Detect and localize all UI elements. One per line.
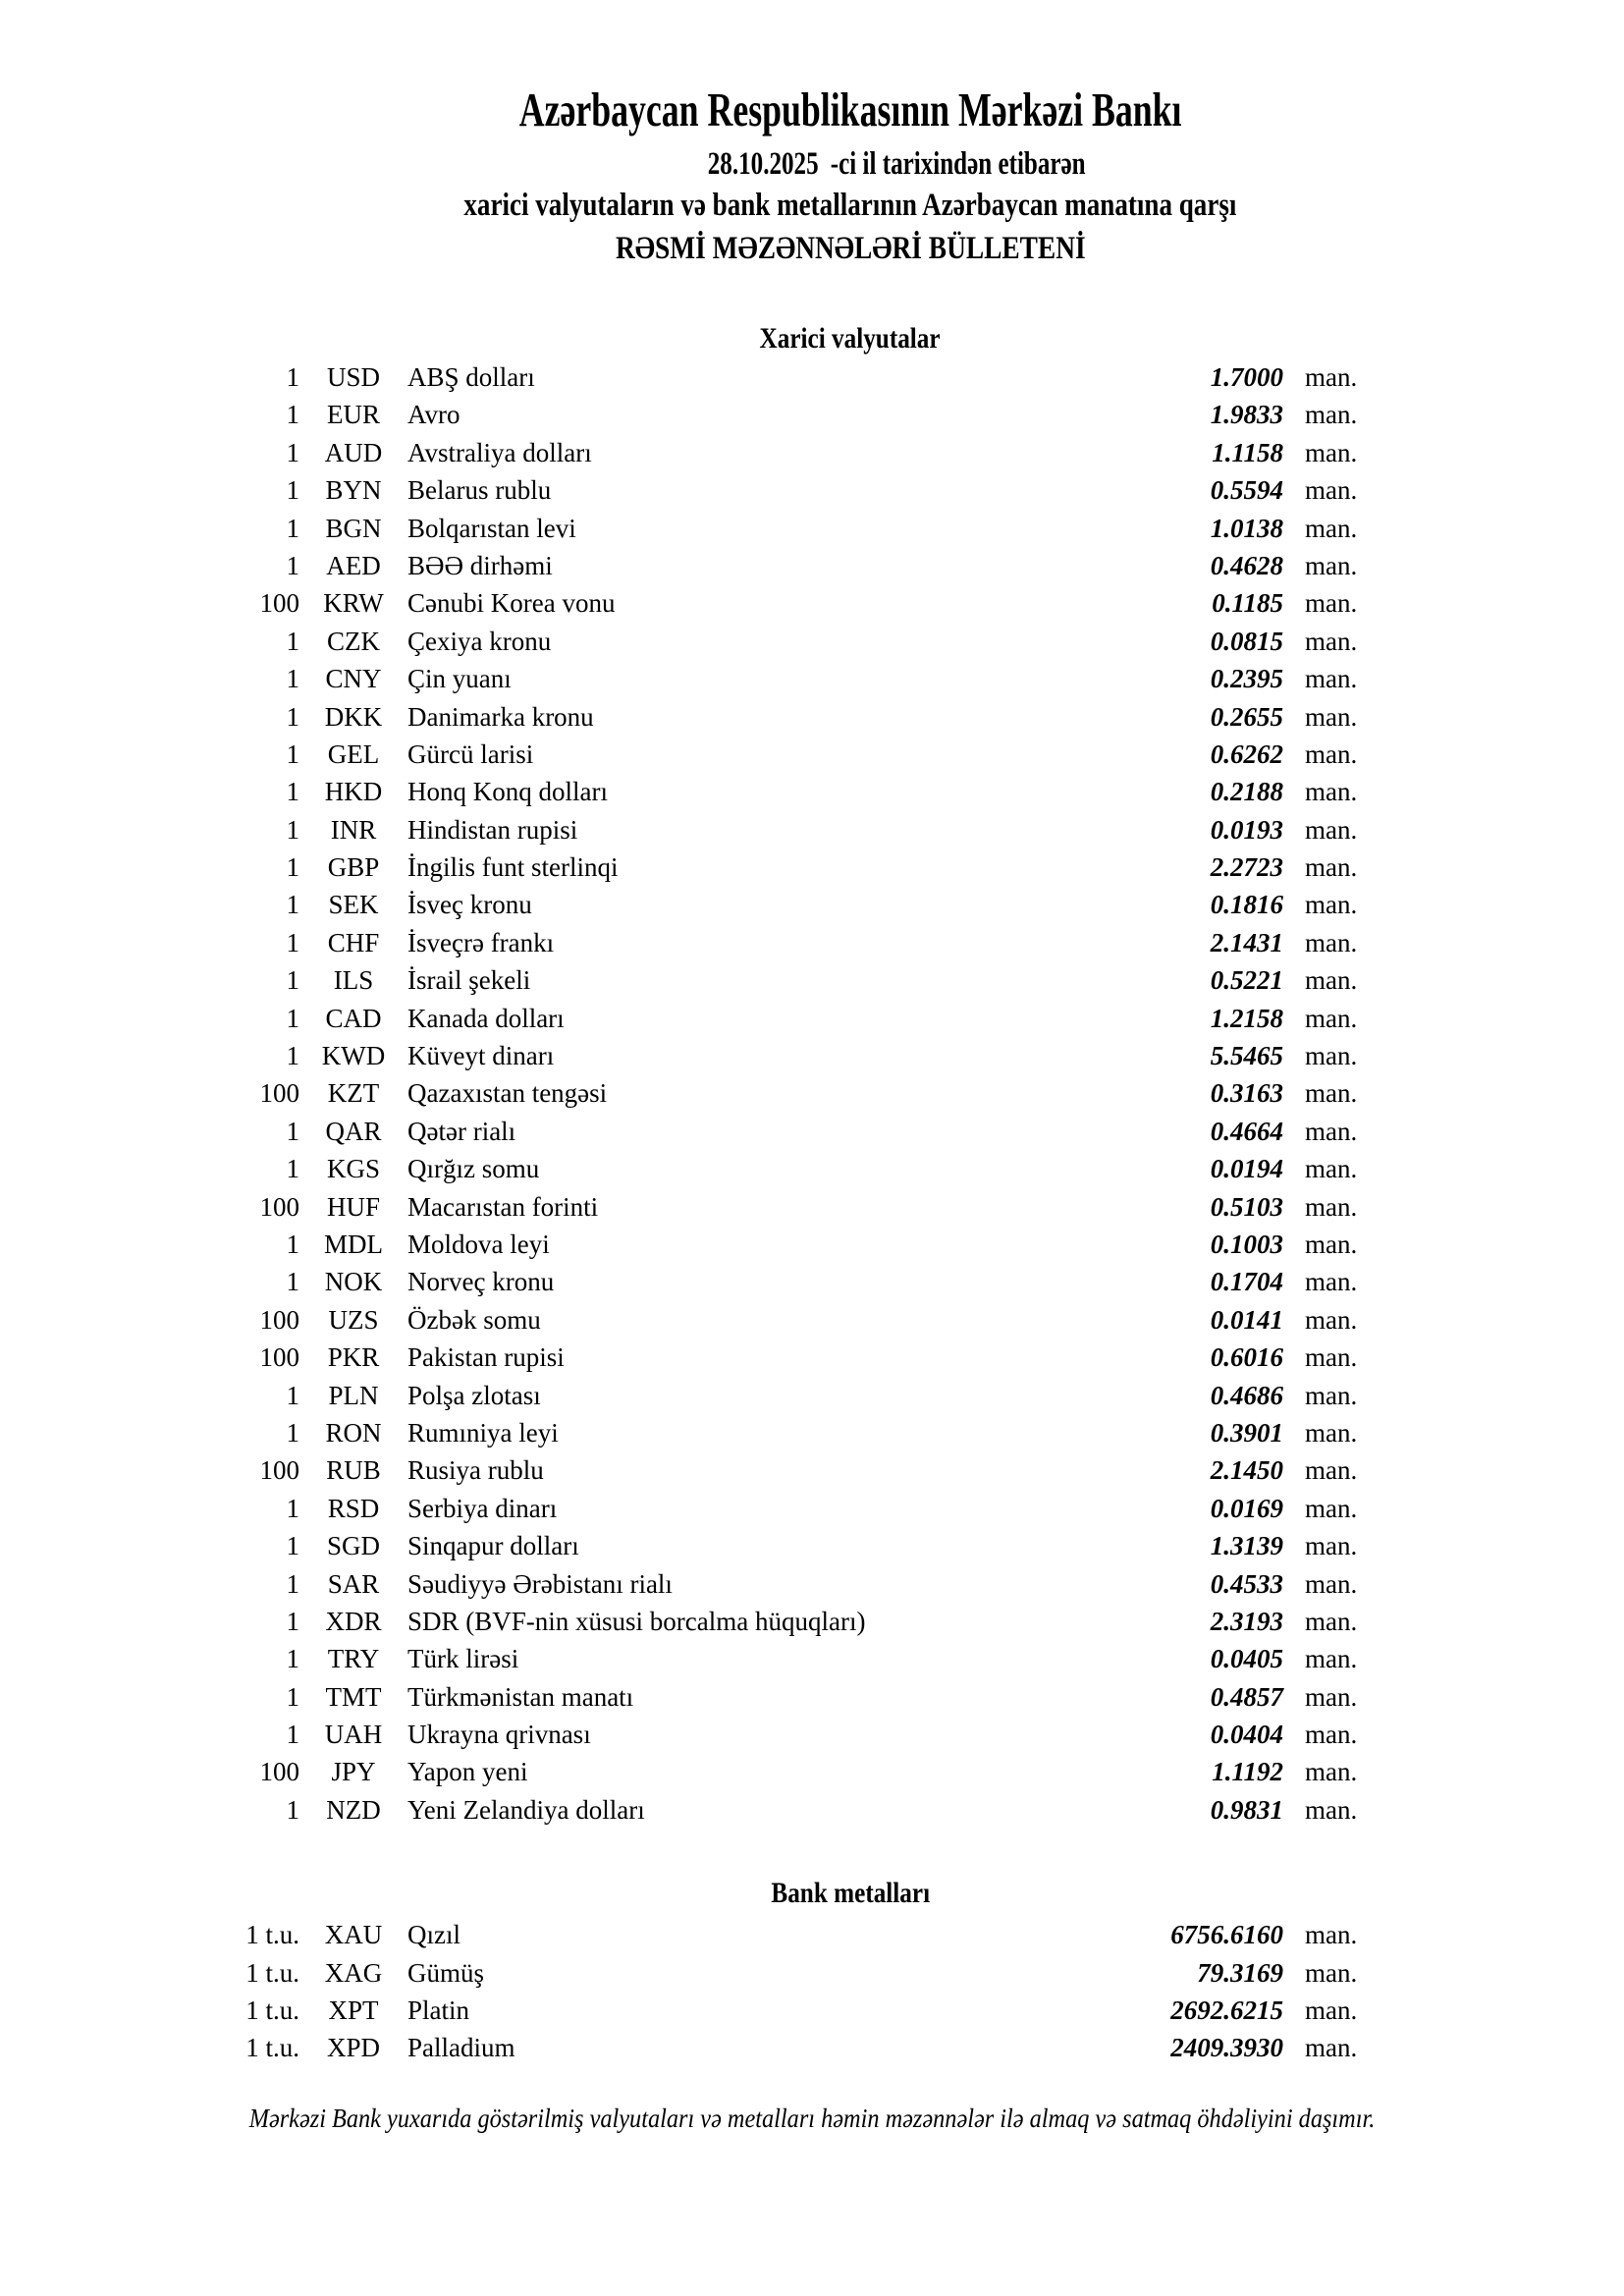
date-suffix-text: -ci il tarixindən etibarən — [830, 146, 1086, 182]
currency-code: XDR — [325, 1606, 382, 1636]
currency-rate: 0.3901 — [1210, 1417, 1283, 1448]
currency-code: KGS — [326, 1154, 380, 1184]
currency-code: ILS — [333, 965, 374, 996]
currency-name: Polşa zlotası — [407, 1380, 541, 1410]
currency-quantity: 100 — [259, 1304, 299, 1335]
currency-rate-row — [0, 924, 1624, 961]
currency-unit-label: man. — [1305, 1794, 1358, 1825]
currency-quantity: 1 — [286, 1003, 299, 1033]
currency-rate-row — [0, 811, 1624, 848]
currency-quantity: 1 — [286, 1493, 299, 1523]
currency-rate: 0.2188 — [1210, 777, 1283, 807]
metals-section-heading — [0, 1876, 1624, 1911]
currency-quantity: 1 — [286, 738, 299, 769]
currency-unit-label: man. — [1305, 852, 1358, 883]
currency-rate: 0.5594 — [1210, 475, 1283, 506]
currency-code: EUR — [327, 400, 380, 430]
currency-rate-row — [0, 510, 1624, 547]
metal-rate-row — [0, 2029, 1624, 2066]
currency-rate: 1.7000 — [1210, 362, 1283, 392]
currency-rate: 0.0169 — [1210, 1493, 1283, 1523]
currency-unit-label: man. — [1305, 965, 1358, 996]
metal-quantity: 1 t.u. — [245, 1920, 299, 1950]
metal-unit-label: man. — [1305, 1957, 1358, 1988]
currency-quantity: 1 — [286, 1267, 299, 1297]
currency-rate-row — [0, 961, 1624, 999]
currency-code: RON — [325, 1417, 382, 1448]
metal-rate: 6756.6160 — [1170, 1920, 1283, 1950]
currency-name: İsveç kronu — [407, 890, 532, 920]
currency-quantity: 100 — [259, 1342, 299, 1373]
currency-rate: 0.0141 — [1210, 1304, 1283, 1335]
currency-quantity: 1 — [286, 1417, 299, 1448]
currency-rate: 1.1158 — [1212, 437, 1283, 467]
currency-unit-label: man. — [1305, 588, 1358, 619]
currency-rate: 1.1192 — [1212, 1757, 1283, 1787]
currency-quantity: 1 — [286, 1041, 299, 1071]
currency-unit-label: man. — [1305, 1041, 1358, 1071]
currency-rate: 2.2723 — [1210, 852, 1283, 883]
currency-code: HKD — [324, 777, 383, 807]
currency-rate: 0.3163 — [1210, 1078, 1283, 1109]
currency-code: NZD — [326, 1794, 381, 1825]
currency-rate: 2.1450 — [1210, 1455, 1283, 1486]
currency-quantity: 1 — [286, 1531, 299, 1561]
currency-rate-row — [0, 547, 1624, 584]
currency-unit-label: man. — [1305, 738, 1358, 769]
currency-quantity: 1 — [286, 777, 299, 807]
currency-rate-row — [0, 1000, 1624, 1037]
currency-rate: 1.3139 — [1210, 1531, 1283, 1561]
currency-code: TMT — [325, 1681, 382, 1712]
currency-rate-row — [0, 1339, 1624, 1376]
currency-quantity: 1 — [286, 890, 299, 920]
currency-code: DKK — [324, 701, 383, 732]
effective-date: 28.10.2025 — [707, 146, 819, 182]
currency-rate: 0.5221 — [1210, 965, 1283, 996]
currency-rate-row — [0, 1074, 1624, 1112]
currency-code: UZS — [328, 1304, 379, 1335]
currency-unit-label: man. — [1305, 927, 1358, 957]
currency-rate: 1.2158 — [1210, 1003, 1283, 1033]
currency-rate: 0.4686 — [1210, 1380, 1283, 1410]
currency-name: Danimarka kronu — [407, 701, 594, 732]
document-subtitle-text: xarici valyutaların və bank metallarının Azərbaycan manatına qarşı — [463, 188, 1237, 223]
metals-section-heading-text: Bank metalları — [771, 1877, 930, 1910]
currency-rate: 0.4533 — [1210, 1568, 1283, 1599]
currency-unit-label: man. — [1305, 1078, 1358, 1109]
currency-code: RSD — [327, 1493, 380, 1523]
currency-code: AED — [326, 550, 381, 580]
currency-quantity: 1 — [286, 965, 299, 996]
currency-unit-label: man. — [1305, 513, 1358, 543]
currency-unit-label: man. — [1305, 1304, 1358, 1335]
currency-name: Bolqarıstan levi — [407, 513, 576, 543]
currency-code: GEL — [327, 738, 380, 769]
currency-rate-row — [0, 1603, 1624, 1640]
currency-code: RUB — [326, 1455, 381, 1486]
metal-code: XPT — [328, 1995, 379, 2026]
currency-name: Çin yuanı — [407, 664, 512, 694]
currency-unit-label: man. — [1305, 1606, 1358, 1636]
currency-code: USD — [326, 362, 380, 392]
metals-table — [0, 1916, 1624, 2067]
currency-rate: 0.1003 — [1210, 1229, 1283, 1259]
currency-name: Honq Konq dolları — [407, 777, 608, 807]
currency-code: BGN — [325, 513, 382, 543]
currency-rate: 0.9831 — [1210, 1794, 1283, 1825]
currency-rate-row — [0, 584, 1624, 622]
currency-rate: 0.0404 — [1210, 1720, 1283, 1750]
currency-name: İsveçrə frankı — [407, 927, 555, 957]
metal-quantity: 1 t.u. — [245, 1957, 299, 1988]
currency-quantity: 1 — [286, 626, 299, 656]
currency-rate: 0.4857 — [1210, 1681, 1283, 1712]
currency-code: CHF — [327, 927, 380, 957]
currency-quantity: 1 — [286, 513, 299, 543]
metal-name: Gümüş — [407, 1957, 485, 1988]
currency-unit-label: man. — [1305, 1380, 1358, 1410]
obligation-note — [0, 2102, 1624, 2135]
currency-name: Ukrayna qrivnası — [407, 1720, 591, 1750]
currency-unit-label: man. — [1305, 701, 1358, 732]
metal-rate: 2692.6215 — [1170, 1995, 1283, 2026]
metal-rate-row — [0, 1992, 1624, 2029]
currency-rate-row — [0, 396, 1624, 433]
currency-code: UAH — [324, 1720, 383, 1750]
currency-name: Qırğız somu — [407, 1154, 540, 1184]
currency-rate: 0.1185 — [1212, 588, 1283, 619]
currency-name: Türkmənistan manatı — [407, 1681, 634, 1712]
metal-unit-label: man. — [1305, 2033, 1358, 2063]
currency-unit-label: man. — [1305, 1720, 1358, 1750]
currency-code: AUD — [324, 437, 383, 467]
currency-unit-label: man. — [1305, 1342, 1358, 1373]
currency-quantity: 1 — [286, 1154, 299, 1184]
currency-rate-row — [0, 1527, 1624, 1564]
currency-quantity: 100 — [259, 588, 299, 619]
currency-rate-row — [0, 1640, 1624, 1677]
bank-metals-section — [0, 1876, 1624, 2067]
currency-name: Çexiya kronu — [407, 626, 552, 656]
currency-name: Gürcü larisi — [407, 738, 534, 769]
document-subtitle — [77, 185, 1624, 226]
currency-name: BƏƏ dirhəmi — [407, 550, 553, 580]
currency-rate: 1.0138 — [1210, 513, 1283, 543]
currency-name: Türk lirəsi — [407, 1644, 519, 1674]
currency-code: KRW — [323, 588, 384, 619]
currency-quantity: 1 — [286, 1720, 299, 1750]
currency-name: İsrail şekeli — [407, 965, 531, 996]
currency-rate: 2.3193 — [1210, 1606, 1283, 1636]
currency-rate: 0.4628 — [1210, 550, 1283, 580]
currency-rate-row — [0, 1565, 1624, 1603]
currency-unit-label: man. — [1305, 1757, 1358, 1787]
currency-rate-row — [0, 1226, 1624, 1263]
currency-quantity: 100 — [259, 1191, 299, 1222]
currency-unit-label: man. — [1305, 1531, 1358, 1561]
currency-rate: 0.0194 — [1210, 1154, 1283, 1184]
currency-quantity: 1 — [286, 1606, 299, 1636]
currency-code: KZT — [327, 1078, 380, 1109]
currency-rate-row — [0, 471, 1624, 509]
currency-rate: 0.0405 — [1210, 1644, 1283, 1674]
currency-rate-row — [0, 1753, 1624, 1790]
currency-code: CZK — [327, 626, 380, 656]
currency-rate-row — [0, 1490, 1624, 1527]
currency-quantity: 1 — [286, 1116, 299, 1146]
currency-unit-label: man. — [1305, 550, 1358, 580]
currency-name: Qətər rialı — [407, 1116, 516, 1146]
currency-name: Yeni Zelandiya dolları — [407, 1794, 645, 1825]
metal-rate-row — [0, 1954, 1624, 1992]
currency-name: Kanada dolları — [407, 1003, 565, 1033]
currency-rate-row — [0, 1791, 1624, 1829]
currency-unit-label: man. — [1305, 1493, 1358, 1523]
document-footer — [0, 2102, 1624, 2135]
currency-name: Sinqapur dolları — [407, 1531, 579, 1561]
currency-rate-row — [0, 623, 1624, 660]
metal-code: XAU — [324, 1920, 383, 1950]
currency-rate: 5.5465 — [1210, 1041, 1283, 1071]
currency-name: Cənubi Korea vonu — [407, 588, 616, 619]
currency-name: Səudiyyə Ərəbistanı rialı — [407, 1568, 673, 1599]
currency-rate-row — [0, 1113, 1624, 1150]
currency-quantity: 1 — [286, 400, 299, 430]
metal-name: Qızıl — [407, 1920, 460, 1950]
currency-quantity: 1 — [286, 701, 299, 732]
currency-code: SAR — [327, 1568, 380, 1599]
currency-quantity: 1 — [286, 1681, 299, 1712]
currencies-table — [0, 358, 1624, 1829]
currency-rate: 0.1704 — [1210, 1267, 1283, 1297]
currency-rate-row — [0, 660, 1624, 697]
currency-code: SEK — [328, 890, 379, 920]
metal-code: XAG — [324, 1957, 383, 1988]
currency-quantity: 1 — [286, 664, 299, 694]
currency-unit-label: man. — [1305, 626, 1358, 656]
currency-rate-row — [0, 698, 1624, 736]
currency-quantity: 1 — [286, 1229, 299, 1259]
currency-rate-row — [0, 848, 1624, 886]
currency-name: Pakistan rupisi — [407, 1342, 565, 1373]
currency-rate: 0.4664 — [1210, 1116, 1283, 1146]
currency-rate: 0.2655 — [1210, 701, 1283, 732]
currency-unit-label: man. — [1305, 1455, 1358, 1486]
currency-code: CAD — [325, 1003, 382, 1033]
currency-quantity: 1 — [286, 437, 299, 467]
currency-name: Moldova leyi — [407, 1229, 550, 1259]
currency-name: Hindistan rupisi — [407, 814, 578, 845]
currency-name: Rumıniya leyi — [407, 1417, 559, 1448]
currency-unit-label: man. — [1305, 1568, 1358, 1599]
currency-unit-label: man. — [1305, 437, 1358, 467]
bank-name-title — [77, 82, 1624, 137]
metal-code: XPD — [326, 2033, 380, 2063]
currency-quantity: 1 — [286, 1794, 299, 1825]
currency-unit-label: man. — [1305, 1154, 1358, 1184]
currency-name: SDR (BVF-nin xüsusi borcalma hüquqları) — [407, 1606, 866, 1636]
currency-name: Norveç kronu — [407, 1267, 555, 1297]
currency-name: Avro — [407, 400, 460, 430]
currency-rate: 0.5103 — [1210, 1191, 1283, 1222]
currency-name: Qazaxıstan tengəsi — [407, 1078, 608, 1109]
currency-unit-label: man. — [1305, 777, 1358, 807]
currency-code: SGD — [326, 1531, 380, 1561]
document-header — [0, 0, 1624, 269]
currency-quantity: 1 — [286, 852, 299, 883]
currency-name: Belarus rublu — [407, 475, 552, 506]
bulletin-title — [77, 228, 1624, 269]
metal-name: Platin — [407, 1995, 470, 2026]
currency-rate-row — [0, 773, 1624, 810]
currency-name: Özbək somu — [407, 1304, 541, 1335]
currency-unit-label: man. — [1305, 1644, 1358, 1674]
bank-name-text: Azərbaycan Respublikasının Mərkəzi Bankı — [518, 82, 1182, 137]
currency-name: Rusiya rublu — [407, 1455, 544, 1486]
foreign-currencies-section — [0, 321, 1624, 1829]
currency-quantity: 1 — [286, 1568, 299, 1599]
currency-rate: 1.9833 — [1210, 400, 1283, 430]
metal-rate: 2409.3930 — [1170, 2033, 1283, 2063]
currency-code: PLN — [328, 1380, 379, 1410]
currency-unit-label: man. — [1305, 1229, 1358, 1259]
currency-rate: 0.2395 — [1210, 664, 1283, 694]
currency-unit-label: man. — [1305, 362, 1358, 392]
currency-unit-label: man. — [1305, 890, 1358, 920]
currency-rate-row — [0, 1037, 1624, 1074]
currency-unit-label: man. — [1305, 475, 1358, 506]
currency-code: BYN — [325, 475, 382, 506]
currency-rate: 0.6016 — [1210, 1342, 1283, 1373]
currency-quantity: 1 — [286, 814, 299, 845]
currency-rate: 0.6262 — [1210, 738, 1283, 769]
currency-unit-label: man. — [1305, 1191, 1358, 1222]
currency-unit-label: man. — [1305, 664, 1358, 694]
currency-quantity: 100 — [259, 1455, 299, 1486]
currency-unit-label: man. — [1305, 1417, 1358, 1448]
currency-code: KWD — [321, 1041, 386, 1071]
currency-unit-label: man. — [1305, 1267, 1358, 1297]
effective-date-line — [77, 143, 1624, 185]
metal-unit-label: man. — [1305, 1995, 1358, 2026]
currency-code: JPY — [331, 1757, 376, 1787]
currency-code: CNY — [325, 664, 382, 694]
currency-rate-row — [0, 736, 1624, 773]
currency-rate-row — [0, 1716, 1624, 1753]
currency-rate-row — [0, 886, 1624, 923]
currency-rate-row — [0, 434, 1624, 471]
currency-rate-row — [0, 1301, 1624, 1339]
currency-quantity: 1 — [286, 927, 299, 957]
currency-quantity: 1 — [286, 362, 299, 392]
currency-name: Küveyt dinarı — [407, 1041, 555, 1071]
currency-quantity: 1 — [286, 1380, 299, 1410]
currency-name: ABŞ dolları — [407, 362, 535, 392]
currency-quantity: 1 — [286, 1644, 299, 1674]
currency-code: MDL — [324, 1229, 383, 1259]
currency-quantity: 100 — [259, 1078, 299, 1109]
currency-rate-row — [0, 1414, 1624, 1451]
currency-rate: 2.1431 — [1210, 927, 1283, 957]
currency-rate-row — [0, 1377, 1624, 1414]
currency-rate: 0.0815 — [1210, 626, 1283, 656]
currency-code: HUF — [326, 1191, 380, 1222]
currency-name: İngilis funt sterlinqi — [407, 852, 619, 883]
currency-quantity: 100 — [259, 1757, 299, 1787]
currencies-section-heading-text: Xarici valyutalar — [759, 322, 942, 355]
currency-rate-row — [0, 1150, 1624, 1187]
currency-rate-row — [0, 1678, 1624, 1716]
currency-code: PKR — [327, 1342, 380, 1373]
currency-rate-row — [0, 1263, 1624, 1300]
currency-rate: 0.1816 — [1210, 890, 1283, 920]
currency-rate-row — [0, 1451, 1624, 1489]
currency-name: Yapon yeni — [407, 1757, 528, 1787]
currency-unit-label: man. — [1305, 1681, 1358, 1712]
currency-name: Macarıstan forinti — [407, 1191, 599, 1222]
currency-unit-label: man. — [1305, 814, 1358, 845]
bulletin-title-text: RƏSMİ MƏZƏNNƏLƏRİ BÜLLETENİ — [615, 231, 1086, 266]
currency-name: Serbiya dinarı — [407, 1493, 558, 1523]
currency-code: QAR — [325, 1116, 382, 1146]
metal-quantity: 1 t.u. — [245, 1995, 299, 2026]
currency-quantity: 1 — [286, 475, 299, 506]
currency-code: TRY — [327, 1644, 380, 1674]
currencies-section-heading — [0, 321, 1624, 356]
currency-code: INR — [330, 814, 377, 845]
currency-code: NOK — [324, 1267, 383, 1297]
metal-name: Palladium — [407, 2033, 515, 2063]
currency-unit-label: man. — [1305, 1003, 1358, 1033]
currency-unit-label: man. — [1305, 1116, 1358, 1146]
currency-rate-row — [0, 358, 1624, 396]
currency-rate-row — [0, 1188, 1624, 1226]
metal-quantity: 1 t.u. — [245, 2033, 299, 2063]
currency-quantity: 1 — [286, 550, 299, 580]
currency-rate: 0.0193 — [1210, 814, 1283, 845]
metal-rate-row — [0, 1916, 1624, 1953]
currency-name: Avstraliya dolları — [407, 437, 592, 467]
currency-unit-label: man. — [1305, 400, 1358, 430]
obligation-note-text: Mərkəzi Bank yuxarıda göstərilmiş valyutaları və metalları həmin məzənnələr ilə almaq və satmaq öhdəliyini daşımır. — [248, 2103, 1376, 2133]
currency-code: GBP — [327, 852, 380, 883]
metal-rate: 79.3169 — [1197, 1957, 1283, 1988]
metal-unit-label: man. — [1305, 1920, 1358, 1950]
